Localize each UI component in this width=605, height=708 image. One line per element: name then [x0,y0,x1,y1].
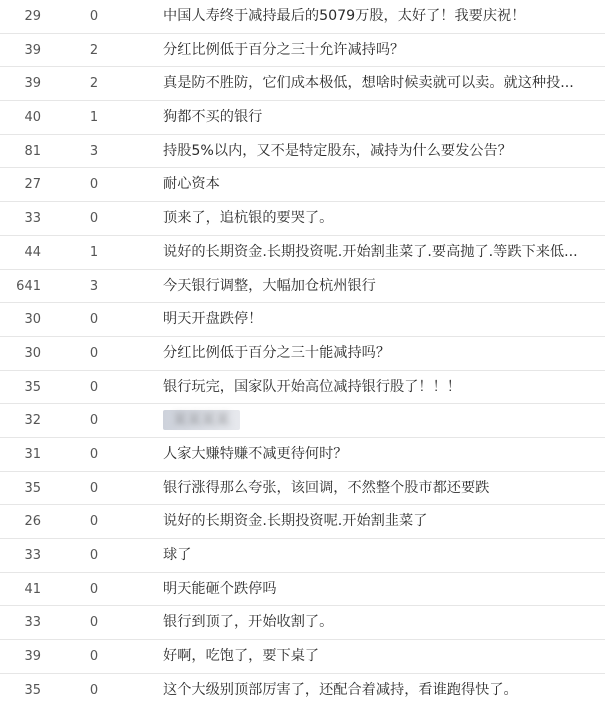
post-row [0,270,605,304]
post-title-link[interactable]: 顶来了，追杭银的要哭了。 [163,210,334,227]
read-count: 32 [24,413,41,429]
post-title-link[interactable]: 明天开盘跌停！ [163,311,263,328]
reply-count: 0 [89,514,99,530]
post-title-link[interactable]: 说好的长期资金.长期投资呢.开始割韭菜了 [163,513,428,530]
read-count: 39 [24,76,41,92]
post-row [0,34,605,68]
post-title-link[interactable]: 说好的长期资金.长期投资呢.开始割韭菜了.要高抛了.等跌下来低... [163,243,578,260]
post-row [0,606,605,640]
reply-count: 0 [89,413,99,429]
post-row [0,67,605,101]
post-row [0,0,605,34]
reply-count: 0 [89,581,99,597]
reply-count: 1 [89,110,99,126]
reply-count: 0 [89,615,99,631]
post-row [0,573,605,607]
post-title-link[interactable]: 耐心资本 [163,176,220,193]
post-title-link[interactable]: 银行涨得那么夸张，该回调，不然整个股市都还要跌 [163,479,490,496]
post-title-link[interactable]: 分红比例低于百分之三十允许减持吗？ [163,41,405,58]
post-title-link[interactable]: 银行到顶了，开始收割了。 [163,614,334,631]
reply-count: 1 [89,244,99,260]
post-row [0,472,605,506]
post-row [0,101,605,135]
post-title-link[interactable]: 好啊，吃饱了，要下桌了 [163,648,320,665]
post-row [0,135,605,169]
reply-count: 0 [89,682,99,698]
read-count: 30 [24,345,41,361]
reply-count: 0 [89,177,99,193]
post-title-link[interactable]: 这个大级别顶部厉害了，还配合着减持，看谁跑得快了。 [163,681,518,698]
read-count: 26 [24,514,41,530]
reply-count: 0 [89,446,99,462]
reply-count: 0 [89,211,99,227]
post-title-link[interactable]: 中国人寿终于减持最后的5079万股，太好了！我要庆祝！ [163,8,526,24]
post-row [0,438,605,472]
post-title-link[interactable]: 分红比例低于百分之三十能减持吗？ [163,344,391,361]
reply-count: 0 [89,312,99,328]
reply-count: 0 [89,548,99,563]
post-row [0,539,605,573]
post-row [0,371,605,405]
post-title-link[interactable]: 人家大赚特赚不减更待何时？ [163,445,348,462]
post-title-link[interactable]: 持股5%以内，又不是特定股东，减持为什么要发公告？ [163,142,512,159]
redaction-blur: 某某某某 [163,410,240,430]
read-count: 35 [24,682,41,698]
reply-count: 3 [89,278,99,294]
read-count: 30 [24,312,41,328]
post-title-link[interactable]: 狗都不买的银行 [163,109,263,126]
post-row [0,505,605,539]
post-row [0,640,605,674]
reply-count: 0 [89,9,99,24]
reply-count: 2 [89,42,99,58]
read-count: 35 [24,480,41,496]
post-row [0,202,605,236]
post-title-link[interactable]: 银行玩完，国家队开始高位减持银行股了！！！ [163,378,461,395]
reply-count: 2 [89,76,99,92]
read-count: 81 [24,143,41,159]
read-count: 40 [24,110,41,126]
post-row [0,168,605,202]
post-title-link[interactable]: 球了 [163,547,192,563]
reply-count: 0 [89,379,99,395]
read-count: 27 [24,177,41,193]
post-title-link[interactable]: 明天能砸个跌停吗 [163,580,277,597]
read-count: 39 [24,42,41,58]
reply-count: 0 [89,480,99,496]
read-count: 39 [24,649,41,665]
read-count: 41 [24,581,41,597]
reply-count: 3 [89,143,99,159]
reply-count: 0 [89,345,99,361]
post-title-link-redacted[interactable] [163,404,593,438]
read-count: 641 [16,278,41,294]
post-row [0,674,605,708]
post-title-link[interactable]: 今天银行调整，大幅加仓杭州银行 [163,277,376,294]
read-count: 35 [24,379,41,395]
reply-count: 0 [89,649,99,665]
read-count: 29 [24,9,41,24]
read-count: 44 [24,244,41,260]
read-count: 31 [24,446,41,462]
post-title-link[interactable]: 真是防不胜防，它们成本极低，想啥时候卖就可以卖。就这种投... [163,75,574,92]
read-count: 33 [24,615,41,631]
post-row [0,236,605,270]
post-row [0,303,605,337]
post-row [0,404,605,438]
post-row [0,337,605,371]
read-count: 33 [24,548,41,563]
read-count: 33 [24,211,41,227]
